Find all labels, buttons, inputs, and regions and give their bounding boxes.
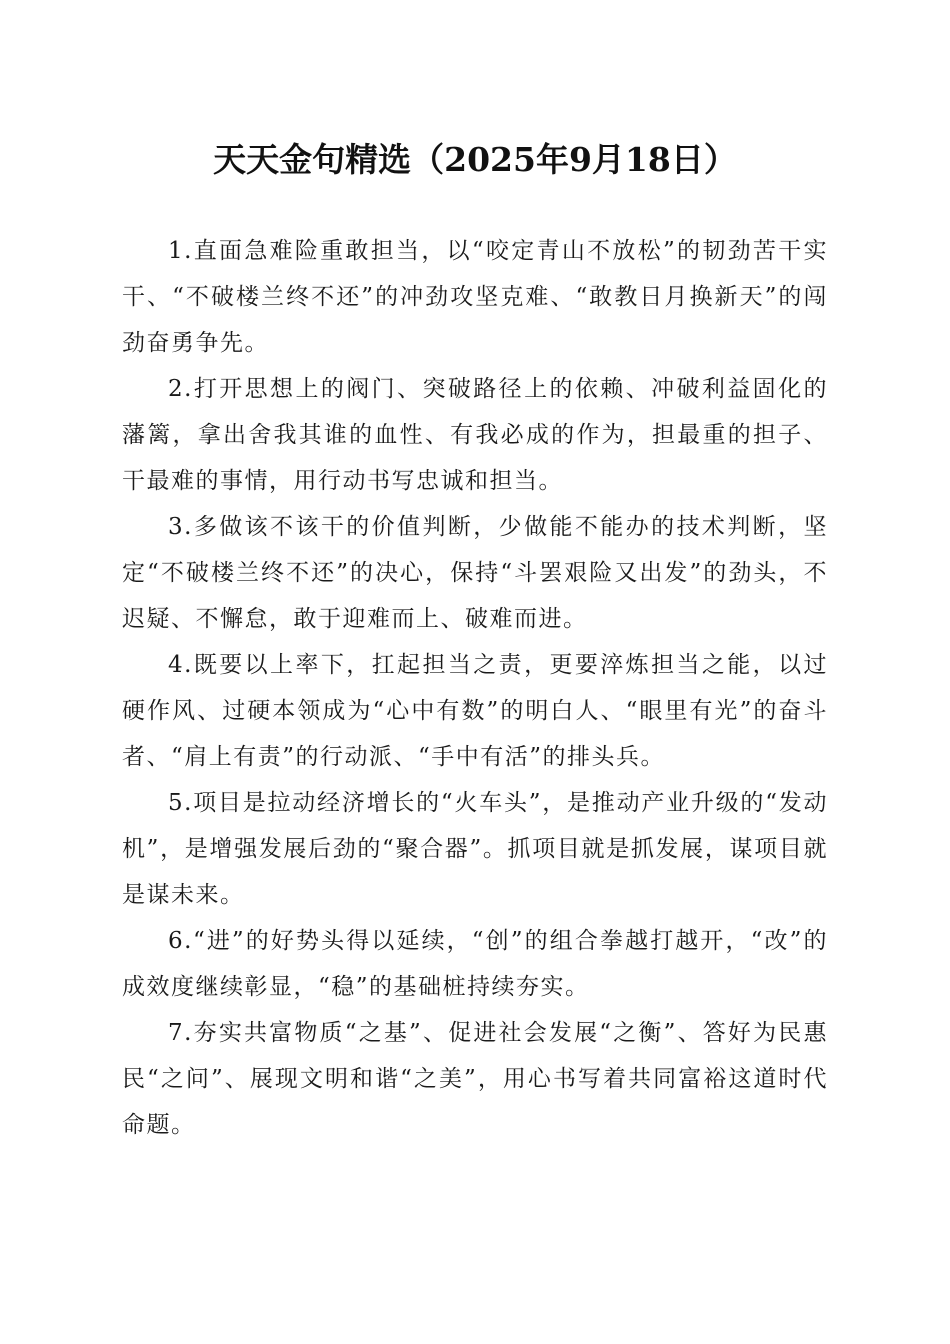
paragraph-6: 6.“进”的好势头得以延续，“创”的组合拳越打越开，“改”的成效度继续彰显，“稳”的基础桩持续夯实。 <box>122 928 828 1000</box>
document-body <box>122 228 828 1148</box>
paragraph-7: 7.夯实共富物质“之基”、促进社会发展“之衡”、答好为民惠民“之问”、展现文明和谐“之美”，用心书写着共同富裕这道时代命题。 <box>122 1020 828 1138</box>
paragraph-2: 2.打开思想上的阀门、突破路径上的依赖、冲破利益固化的藩篱，拿出舍我其谁的血性、有我必成的作为，担最重的担子、干最难的事情，用行动书写忠诚和担当。 <box>122 376 828 494</box>
document-title: 天天金句精选（2025年9月18日） <box>213 140 737 179</box>
paragraph-5: 5.项目是拉动经济增长的“火车头”，是推动产业升级的“发动机”，是增强发展后劲的“聚合器”。抓项目就是抓发展，谋项目就是谋未来。 <box>122 790 828 908</box>
paragraph-4: 4.既要以上率下，扛起担当之责，更要淬炼担当之能，以过硬作风、过硬本领成为“心中有数”的明白人、“眼里有光”的奋斗者、“肩上有责”的行动派、“手中有活”的排头兵。 <box>122 652 828 770</box>
paragraph-1: 1.直面急难险重敢担当，以“咬定青山不放松”的韧劲苦干实干、“不破楼兰终不还”的冲劲攻坚克难、“敢教日月换新天”的闯劲奋勇争先。 <box>122 238 828 356</box>
paragraph-3: 3.多做该不该干的价值判断，少做能不能办的技术判断，坚定“不破楼兰终不还”的决心，保持“斗罢艰险又出发”的劲头，不迟疑、不懈怠，敢于迎难而上、破难而进。 <box>122 514 828 632</box>
